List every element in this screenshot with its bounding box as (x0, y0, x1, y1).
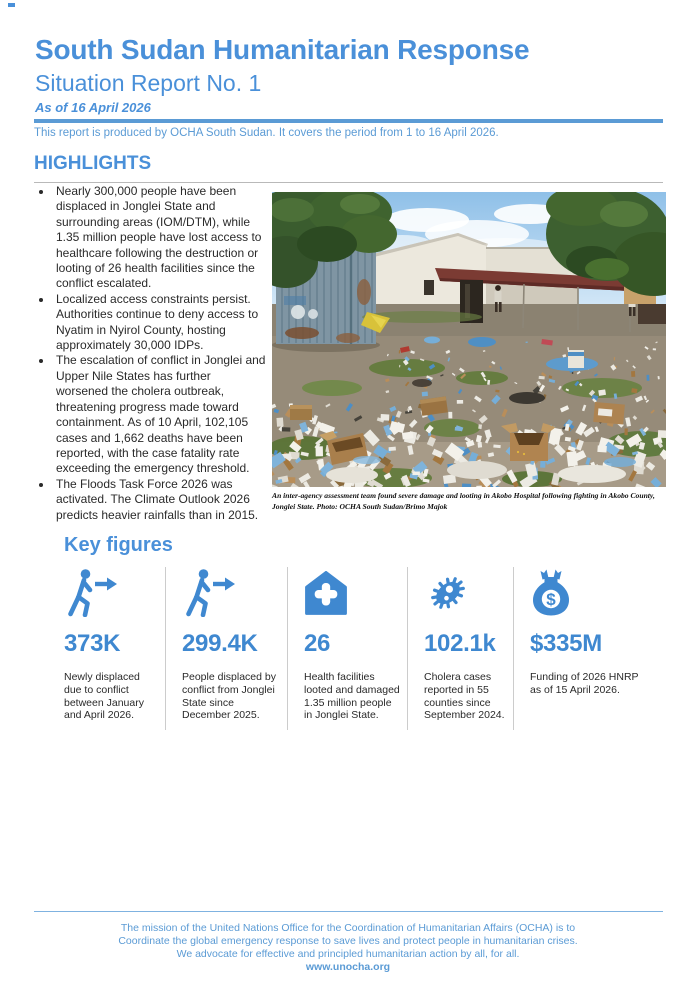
key-figures-heading: Key figures (64, 534, 173, 556)
page-title: South Sudan Humanitarian Response (35, 34, 530, 65)
highlights-divider (34, 182, 663, 183)
key-figure-displaced-total (64, 567, 165, 730)
key-figure-value: 102.1k (424, 630, 496, 657)
displaced-person-icon (182, 569, 281, 615)
key-figure-caption: Funding of 2026 HNRP as of 15 April 2026. (530, 671, 639, 696)
key-figure-value: 26 (304, 630, 331, 657)
footer-mission-line: Coordinate the global emergency response to save lives and protect people in humanitarian crises. (118, 935, 578, 947)
highlight-bullet: • The escalation of conflict in Jonglei and Upper Nile States has further worsened the cholera outbreak, threatening progress made toward containment. As of 10 April, 102,105 cases and 1,662 deaths have been reported, with the case fatality rate exceeding the emergency threshold. (53, 353, 266, 476)
cholera-icon (424, 569, 507, 615)
key-figure-caption: Newly displaced due to conflict between January and April 2026. (64, 671, 144, 722)
key-figure-caption: Health facilities looted and damaged 1.35 million people in Jonglei State. (304, 671, 400, 722)
key-figure-funding (513, 567, 665, 730)
dollar-glyph: $ (546, 590, 556, 610)
key-figure-displaced-jonglei (165, 567, 287, 730)
report-header (35, 34, 663, 115)
key-figures-section (64, 534, 665, 730)
key-figure-health-facilities (287, 567, 407, 730)
key-figure-value: 299.4K (182, 630, 258, 657)
health-facility-icon (304, 569, 401, 615)
damage-photo-art (272, 192, 666, 487)
key-figure-cholera-cases (407, 567, 513, 730)
key-figure-caption: Cholera cases reported in 55 counties since September 2024. (424, 671, 505, 722)
funding-icon (530, 569, 659, 615)
highlight-bullet: • Localized access constraints persist. Authorities continue to deny access to Nyatim in Nyirol County, hosting approximately 30,000 IDPs. (53, 292, 266, 354)
key-figures-row (64, 567, 665, 730)
report-intro: This report is produced by OCHA South Sudan. It covers the period from 1 to 16 April 2026. (34, 127, 499, 139)
header-divider (34, 119, 663, 123)
footer-divider (34, 911, 663, 912)
highlights-list (34, 184, 266, 523)
footer-mission-line: The mission of the United Nations Office for the Coordination of Humanitarian Affairs (OCHA) is to (120, 922, 576, 934)
highlight-bullet: • Nearly 300,000 people have been displaced in Jonglei State and surrounding areas (IOM/DTM), while 1.35 million people have lost access to healthcare following the destruction or looting of 26 health facilities since the conflict escalated. (53, 184, 266, 292)
key-figure-value: $335M (530, 630, 602, 657)
footer-website-link[interactable]: www.unocha.org (305, 961, 391, 973)
damage-photo (272, 192, 666, 487)
corner-mark (8, 3, 15, 7)
footer-mission-line: We advocate for effective and principled humanitarian action by all, for all. (176, 948, 520, 960)
footer (0, 922, 696, 974)
report-subtitle: Situation Report No. 1 (35, 70, 262, 96)
displaced-person-icon (64, 569, 159, 615)
key-figure-caption: People displaced by conflict from Jonglei State since December 2025. (182, 671, 276, 722)
photo-caption: An inter-agency assessment team found severe damage and looting in Akobo Hospital following fighting in Akobo County, Jonglei State. Photo: OCHA South Sudan/Brimo Majok (272, 491, 655, 512)
key-figure-value: 373K (64, 630, 121, 657)
highlight-bullet: • The Floods Task Force 2026 was activated. The Climate Outlook 2026 predicts heavier rainfalls than in 2015. (53, 477, 266, 523)
highlights-heading: HIGHLIGHTS (34, 153, 152, 174)
report-dateline: As of 16 April 2026 (35, 100, 151, 115)
